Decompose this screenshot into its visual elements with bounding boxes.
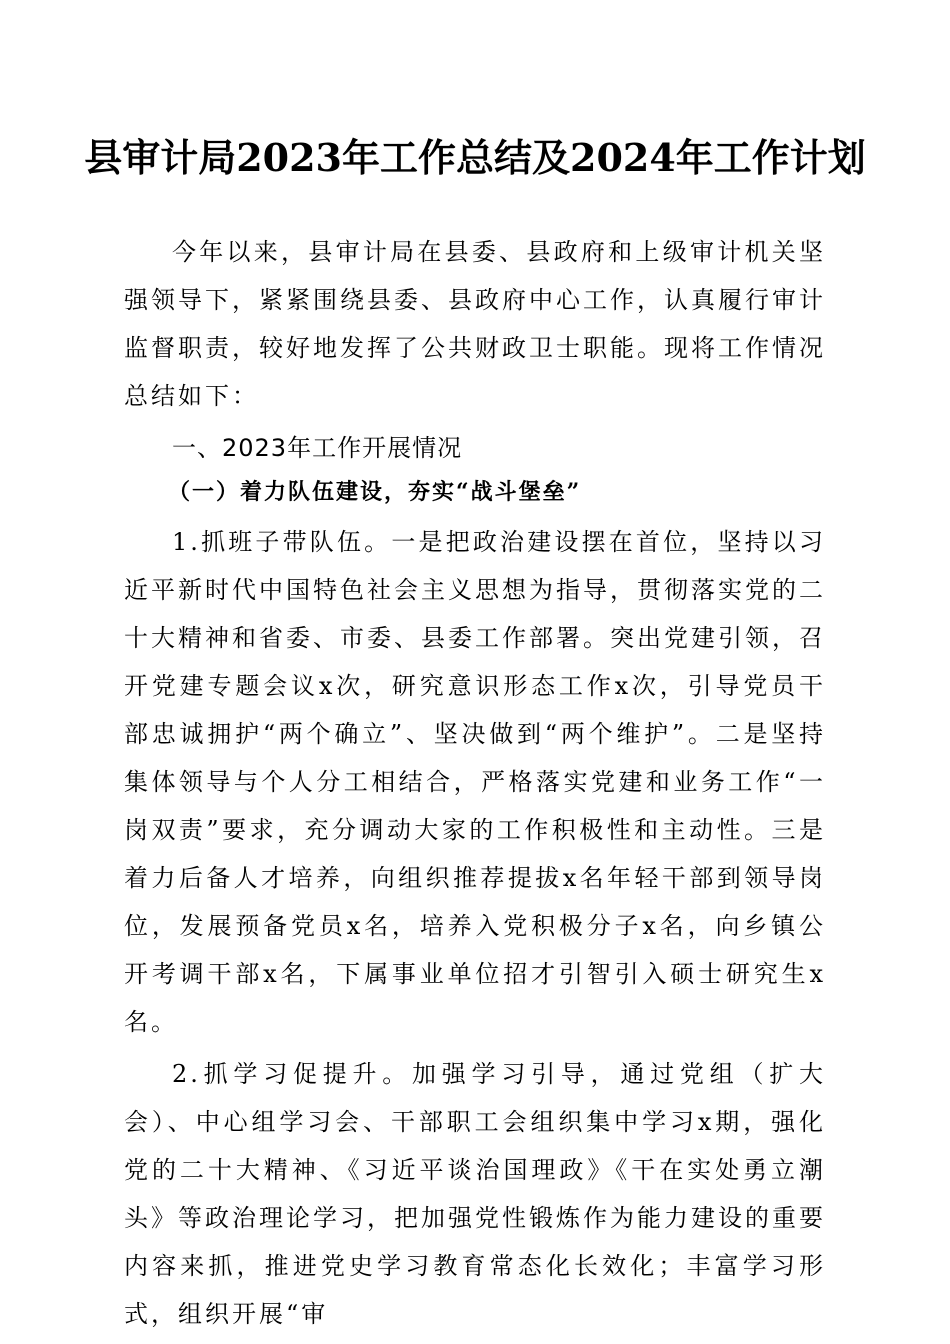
document-title: 县审计局2023年工作总结及2024年工作计划 (84, 135, 866, 180)
intro-paragraph: 今年以来，县审计局在县委、县政府和上级审计机关坚强领导下，紧紧围绕县委、县政府中心工作，认真履行审计监督职责，较好地发挥了公共财政卫士职能。现将工作情况总结如下： (124, 238, 826, 410)
paragraph-item-2: 2.抓学习促提升。加强学习引导，通过党组（扩大会）、中心组学习会、干部职工会组织集中学习x期，强化党的二十大精神、《习近平谈治国理政》《干在实处勇立潮头》等政治理论学习，把加强党性锻炼作为能力建设的重要内容来抓，推进党史学习教育常态化长效化；丰富学习形式，组织开展“审 (124, 1060, 826, 1328)
document-body (124, 228, 826, 1338)
paragraph-item-1: 1.抓班子带队伍。一是把政治建设摆在首位，坚持以习近平新时代中国特色社会主义思想为指导，贯彻落实党的二十大精神和省委、市委、县委工作部署。突出党建引领，召开党建专题会议x次，研究意识形态工作x次，引导党员干部忠诚拥护“两个确立”、坚决做到“两个维护”。二是坚持集体领导与个人分工相结合，严格落实党建和业务工作“一岗双责”要求，充分调动大家的工作积极性和主动性。三是着力后备人才培养，向组织推荐提拔x名年轻干部到领导岗位，发展预备党员x名，培养入党积极分子x名，向乡镇公开考调干部x名，下属事业单位招才引智引入硕士研究生x名。 (124, 528, 826, 1036)
section-heading: 一、2023年工作开展情况 (172, 434, 463, 462)
subsection-heading: （一）着力队伍建设，夯实“战斗堡垒” (168, 479, 582, 505)
